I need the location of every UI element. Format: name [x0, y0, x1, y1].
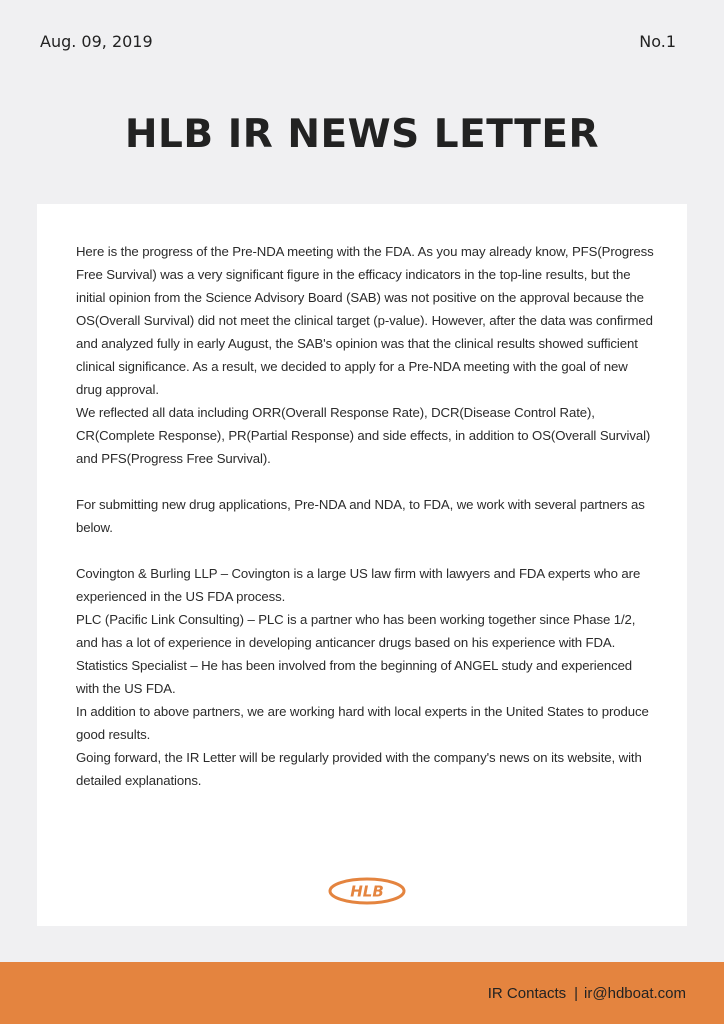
newsletter-body	[76, 240, 654, 792]
ir-contacts-email[interactable]: ir@hdboat.com	[584, 985, 686, 1002]
hlb-logo-text: HLB	[350, 882, 384, 901]
content-card	[37, 204, 687, 926]
paragraph-partner-covington: Covington & Burling LLP – Covington is a large US law firm with lawyers and FDA experts who are experienced in the US FDA process.	[76, 566, 641, 604]
issue-number: No.1	[639, 32, 676, 51]
paragraph-going-forward: Going forward, the IR Letter will be regularly provided with the company's news on its website, with detailed explanations.	[76, 750, 642, 788]
paragraph-gap	[76, 539, 654, 562]
paragraph-pre-nda-progress: Here is the progress of the Pre-NDA meeting with the FDA. As you may already know, PFS(Progress Free Survival) was a very significant figure in the efficacy indicators in the top-line results, but the initial opinion from the Science Advisory Board (SAB) was not positive on the approval because the OS(Overall Survival) did not meet the clinical target (p-value). However, after the data was confirmed and analyzed fully in early August, the SAB's opinion was that the clinical results showed sufficient clinical significance. As a result, we decided to apply for a Pre-NDA meeting with the goal of new drug approval.	[76, 244, 654, 397]
ir-contacts-separator: |	[574, 985, 579, 1002]
footer-bar	[0, 962, 724, 1024]
paragraph-local-experts: In addition to above partners, we are working hard with local experts in the United States to produce good results.	[76, 704, 649, 742]
hlb-logo	[327, 876, 407, 906]
paragraph-partners-intro: For submitting new drug applications, Pre-NDA and NDA, to FDA, we work with several partners as below.	[76, 497, 645, 535]
ir-contacts	[488, 985, 686, 1002]
newsletter-date: Aug. 09, 2019	[40, 32, 153, 51]
paragraph-partner-statistics: Statistics Specialist – He has been involved from the beginning of ANGEL study and experienced with the US FDA.	[76, 658, 633, 696]
ir-contacts-label: IR Contacts	[487, 985, 567, 1002]
page-title: HLB IR NEWS LETTER	[124, 112, 600, 157]
paragraph-partner-plc: PLC (Pacific Link Consulting) – PLC is a partner who has been working together since Phase 1/2, and has a lot of experience in developing anticancer drugs based on his experience with FDA.	[76, 612, 636, 650]
paragraph-gap	[76, 470, 654, 493]
paragraph-data-reflected: We reflected all data including ORR(Overall Response Rate), DCR(Disease Control Rate), CR(Complete Response), PR(Partial Response) and side effects, in addition to OS(Overall Survival) and PFS(Progress Free Survival).	[76, 405, 651, 466]
